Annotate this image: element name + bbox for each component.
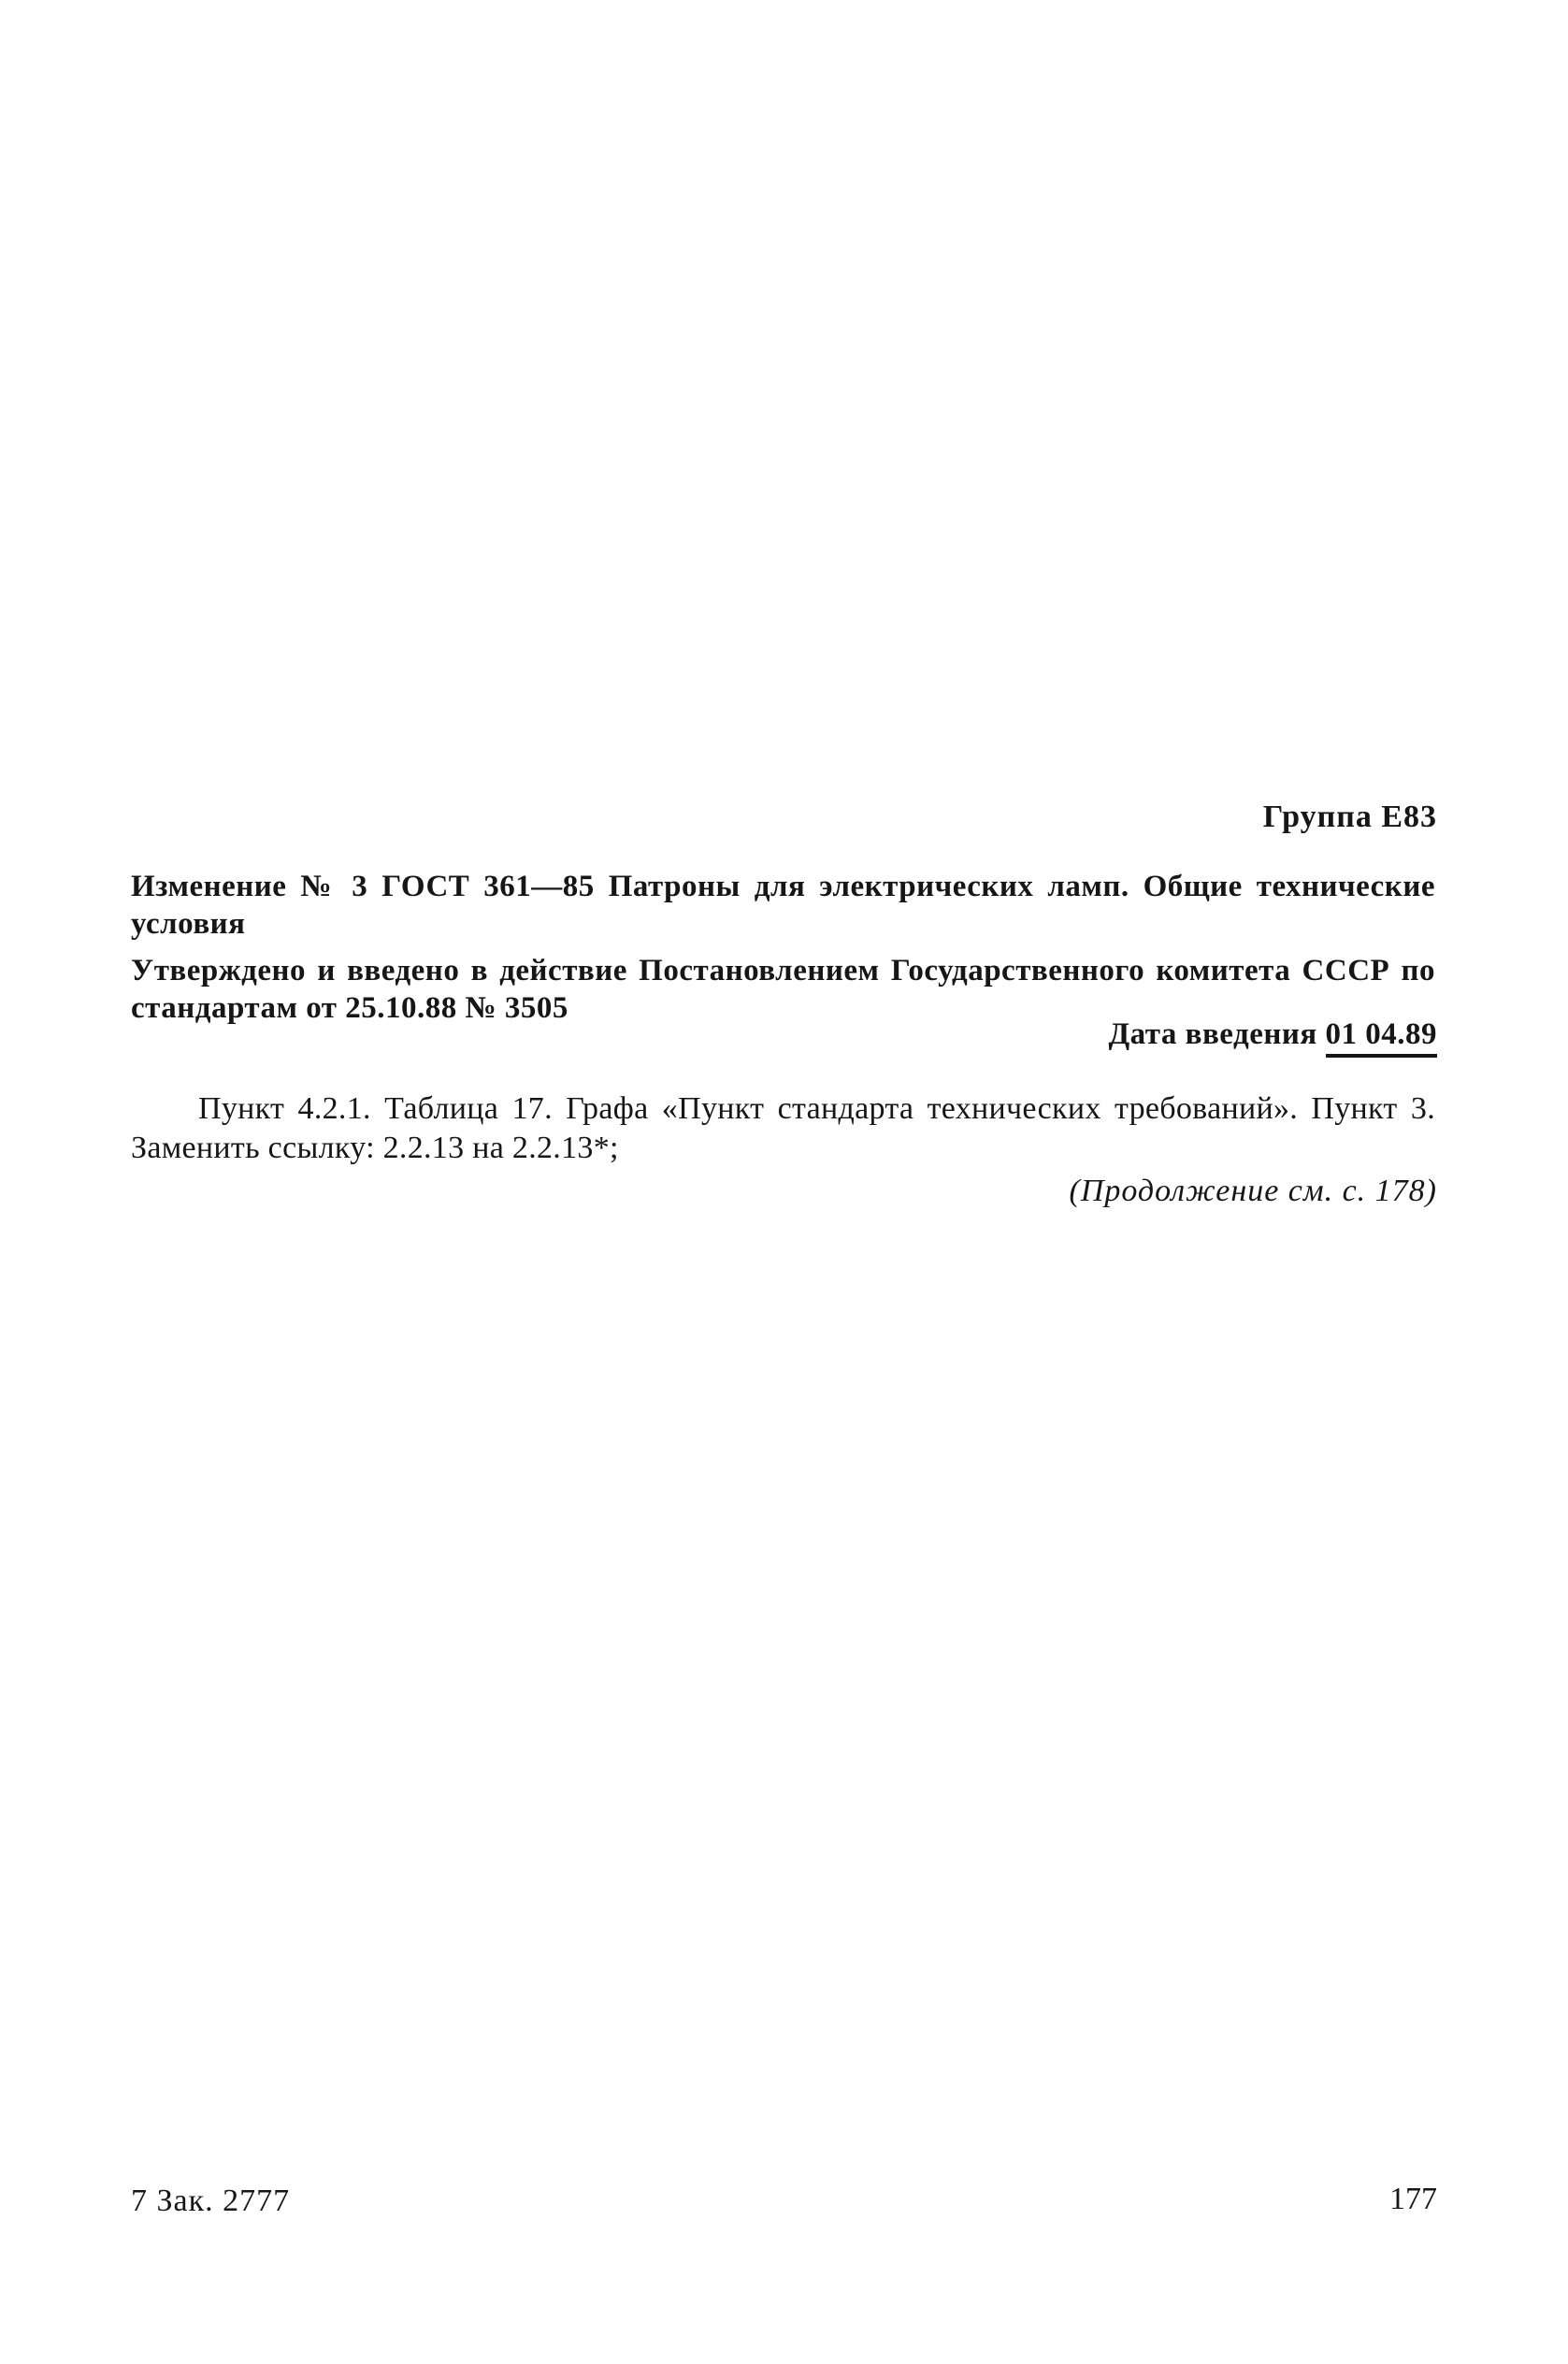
introduction-date-value: 01 04.89: [1326, 1017, 1438, 1058]
group-label: Группа E83: [1262, 800, 1437, 834]
introduction-date-label: Дата введения: [1108, 1017, 1317, 1051]
amendment-title: Изменение № 3 ГОСТ 361—85 Патроны для электрических ламп. Общие технические условия: [131, 870, 1435, 941]
continuation-note: (Продолжение см. с. 178): [1069, 1174, 1437, 1208]
approval-statement: Утверждено и введено в действие Постановлением Государственного комитета СССР по стандартам от 25.10.88 № 3505: [131, 954, 1435, 1025]
amendment-paragraph: Пункт 4.2.1. Таблица 17. Графа «Пункт стандарта технических требований». Пункт 3. Заменить ссылку: 2.2.13 на 2.2.13*;: [131, 1091, 1435, 1165]
amendment-body: [131, 1089, 1435, 1168]
page-number: 177: [1389, 2182, 1437, 2216]
introduction-date: [1108, 1017, 1437, 1058]
footer-order-number: 7 Зак. 2777: [131, 2184, 291, 2218]
